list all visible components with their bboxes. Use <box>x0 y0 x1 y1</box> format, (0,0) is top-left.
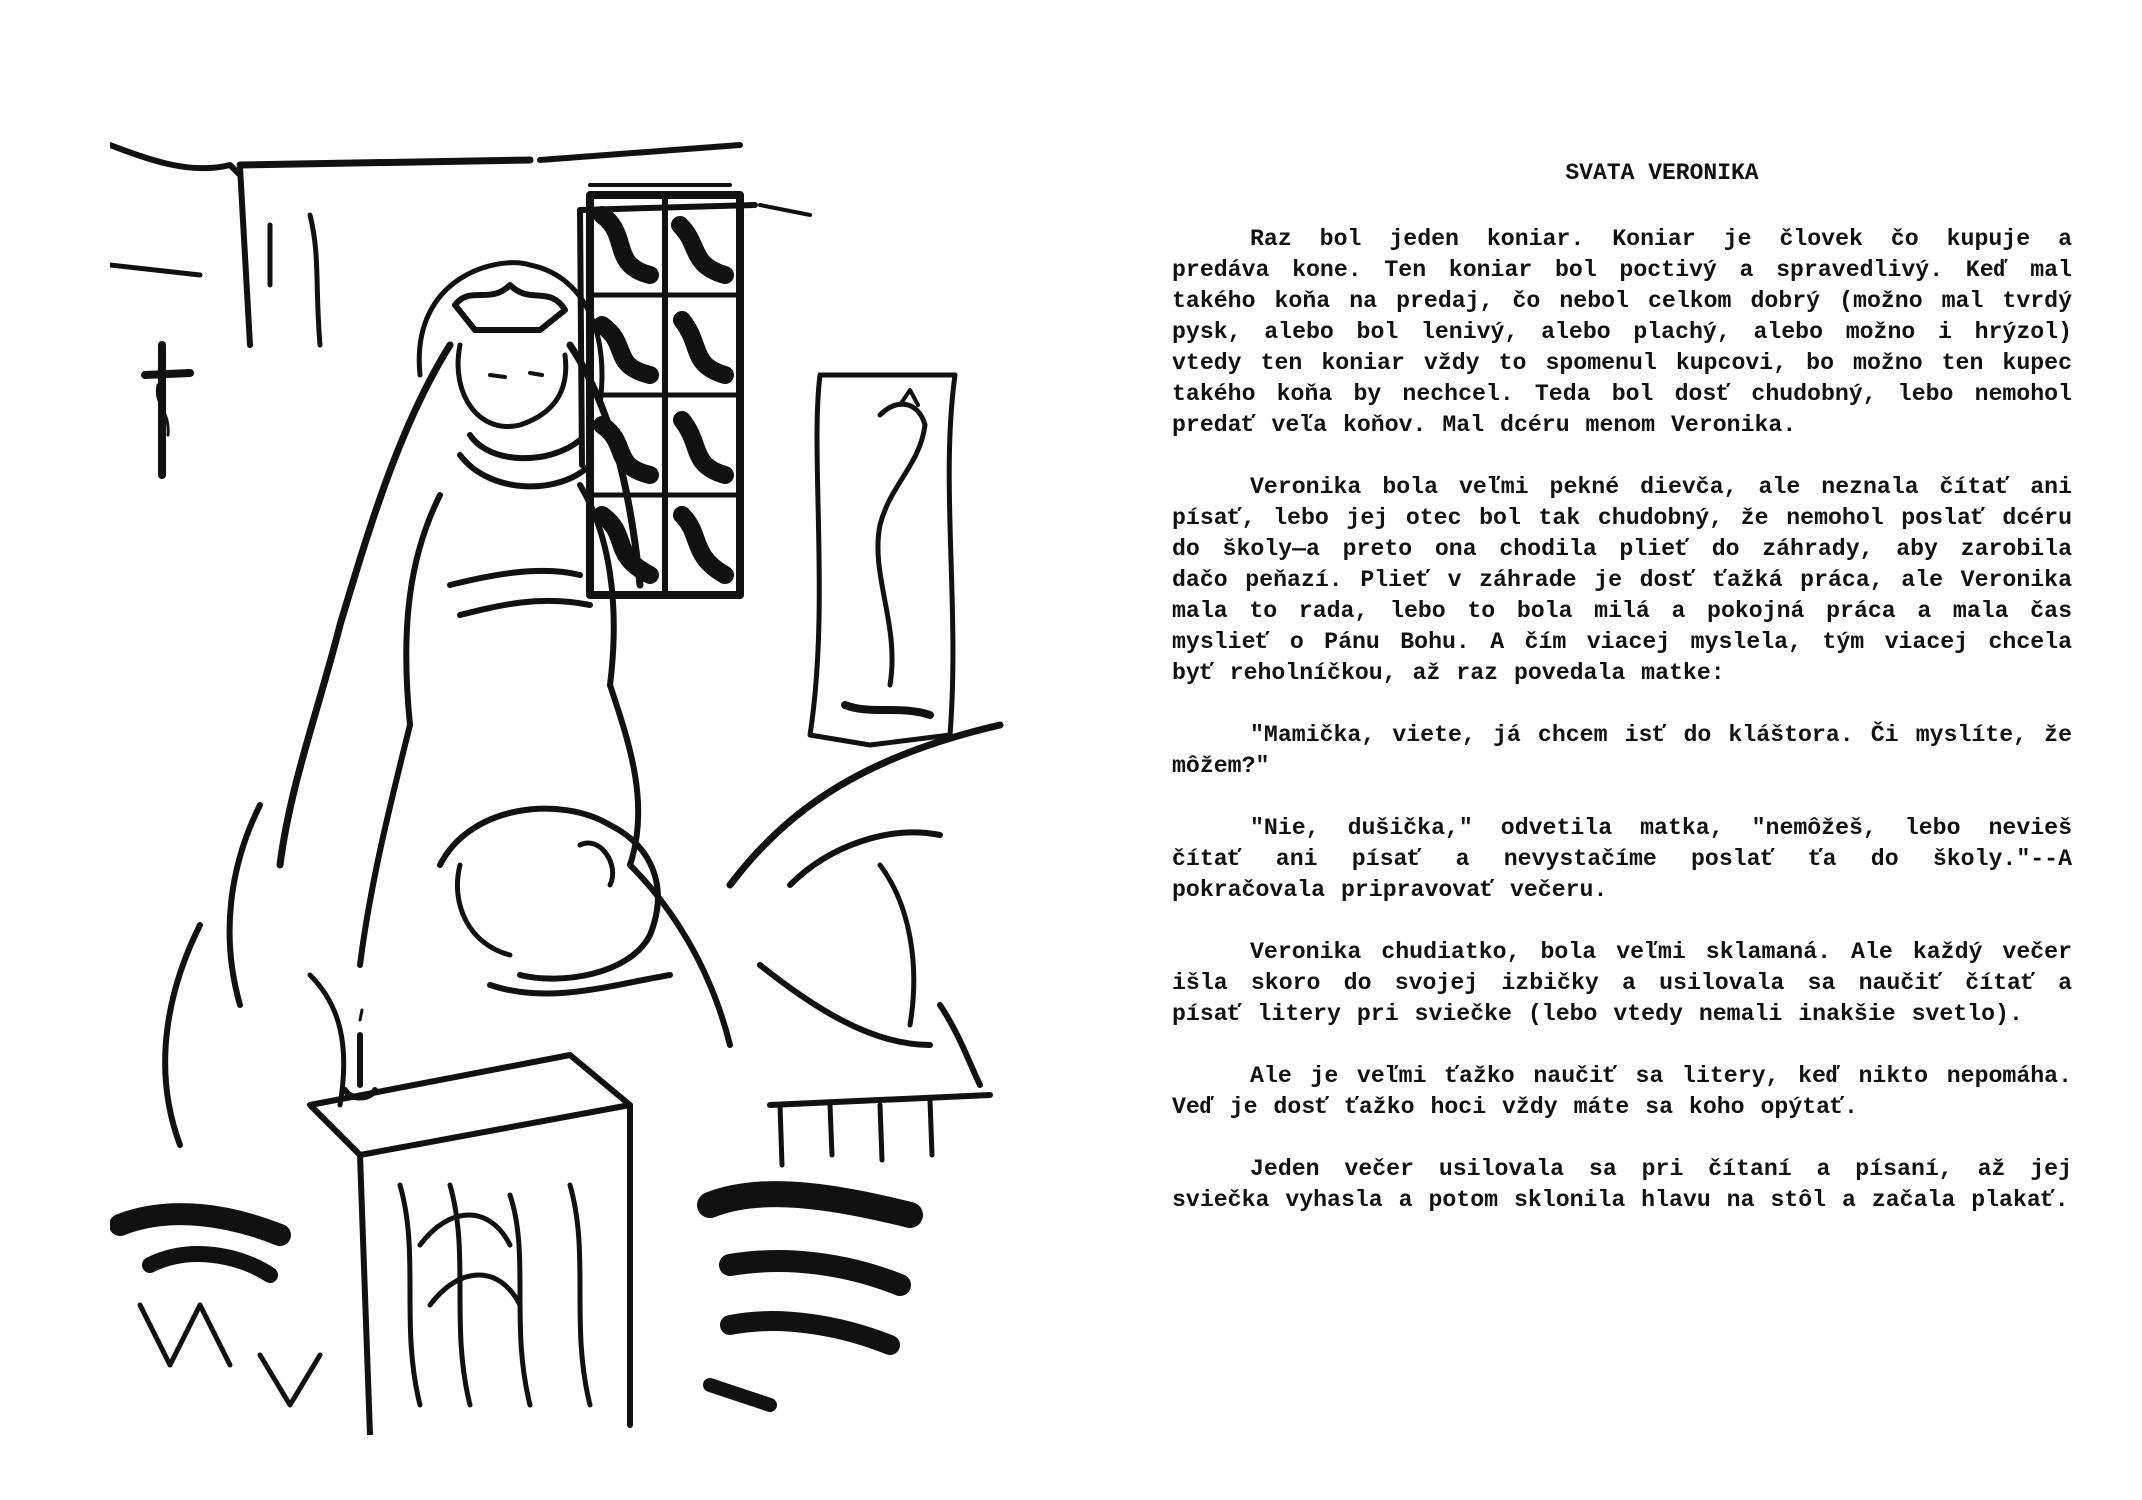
illustration-left-page <box>110 105 1010 1435</box>
saint-figure-icon <box>280 263 640 965</box>
story-paragraph-2: Veronika bola veľmi pekné dievča, ale neznala čítať ani písať, lebo jej otec bol tak chudobný, že nemohol poslať dcéru do školy—a preto ona chodila plieť do záhrady, aby zarobila dačo peňazí. Plieť v záhrade je dosť ťažká práca, ale Veronika mala to rada, lebo to bola milá a pokojná práca a mala čas myslieť o Pánu Bohu. A čím viacej myslela, tým viacej chcela byť reholníčkou, až raz povedala matke: <box>1172 474 2072 686</box>
text-page-right <box>1172 160 2072 1247</box>
story-paragraph-6: Ale je veľmi ťažko naučiť sa litery, keď nikto nepomáha. Veď je dosť ťažko hoci vždy máte sa koho opýtať. <box>1172 1063 2072 1120</box>
crucifix-icon <box>145 345 190 475</box>
sleeping-girl-icon <box>440 809 730 1045</box>
horse-picture-icon <box>810 375 955 745</box>
illustration-drawing <box>110 105 1010 1435</box>
story-title: SVATA VERONIKA <box>1565 160 1759 186</box>
window-icon <box>590 195 740 595</box>
candle-icon <box>345 1010 375 1098</box>
story-paragraph-1: Raz bol jeden koniar. Koniar je človek čo kupuje a predáva kone. Ten koniar bol poctivý a spravedlivý. Keď mal takého koňa na predaj, čo nebol celkom dobrý (možno mal tvrdý pysk, alebo bol lenivý, alebo plachý, alebo možno i hrýzol) vtedy ten koniar vždy to spomenul kupcovi, bo možno ten kupec takého koňa by nechcel. Teda bol dosť chudobný, lebo nemohol predať veľa koňov. Mal dcéru menom Veronika. <box>1172 226 2072 438</box>
story-paragraph-3: "Mamička, viete, já chcem isť do kláštora. Či myslíte, že môžem?" <box>1172 722 2072 779</box>
story-paragraph-4: "Nie, dušička," odvetila matka, "nemôžeš, lebo nevieš čítať ani písať a nevystačíme poslať ťa do školy."--A pokračovala pripravovať večeru. <box>1172 815 2072 903</box>
story-paragraph-5: Veronika chudiatko, bola veľmi sklamaná. Ale každý večer išla skoro do svojej izbičky a usilovala sa naučiť čítať a písať litery pri sviečke (lebo vtedy nemali inakšie svetlo). <box>1172 939 2072 1027</box>
story-paragraph-7: Jeden večer usilovala sa pri čítaní a písaní, až jej sviečka vyhasla a potom sklonila hlavu na stôl a začala plakať. <box>1172 1156 2072 1213</box>
